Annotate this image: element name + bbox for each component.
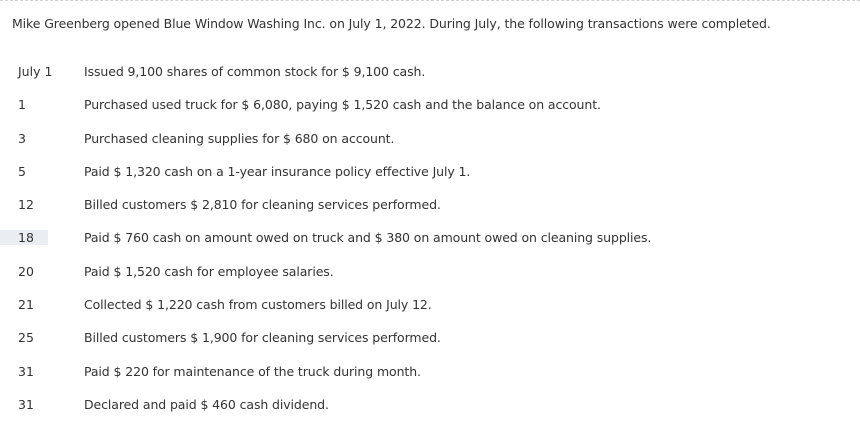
transaction-description: Purchased used truck for $ 6,080, paying $ 1,520 cash and the balance on account. bbox=[84, 97, 601, 113]
transaction-description: Issued 9,100 shares of common stock for $ 9,100 cash. bbox=[84, 64, 426, 79]
transaction-list bbox=[0, 58, 860, 424]
transaction-description: Paid $ 220 for maintenance of the truck during month. bbox=[84, 363, 421, 379]
transaction-row bbox=[0, 358, 860, 391]
transaction-date: 1 bbox=[18, 97, 26, 113]
transaction-date: 5 bbox=[18, 163, 26, 179]
transaction-description: Collected $ 1,220 cash from customers billed on July 12. bbox=[84, 297, 432, 313]
transaction-description: Billed customers $ 1,900 for cleaning services performed. bbox=[84, 330, 441, 346]
transaction-date: July 1 bbox=[18, 64, 53, 79]
transaction-date: 18 bbox=[0, 230, 48, 245]
transaction-row bbox=[0, 291, 860, 324]
transaction-date: 12 bbox=[18, 197, 34, 213]
transaction-row bbox=[0, 324, 860, 357]
transaction-row bbox=[0, 391, 860, 424]
transaction-description: Paid $ 760 cash on amount owed on truck and $ 380 on amount owed on cleaning supplies. bbox=[84, 230, 652, 246]
transaction-description: Billed customers $ 2,810 for cleaning services performed. bbox=[84, 197, 441, 213]
transaction-date: 31 bbox=[18, 396, 34, 412]
top-divider bbox=[0, 0, 860, 1]
transaction-row bbox=[0, 191, 860, 224]
transaction-description: Purchased cleaning supplies for $ 680 on account. bbox=[84, 130, 395, 146]
transaction-row bbox=[0, 158, 860, 191]
transaction-row bbox=[0, 224, 860, 257]
transaction-date: 3 bbox=[18, 130, 26, 146]
transaction-description: Paid $ 1,520 cash for employee salaries. bbox=[84, 263, 334, 279]
transaction-row bbox=[0, 91, 860, 124]
transaction-description: Paid $ 1,320 cash on a 1-year insurance policy effective July 1. bbox=[84, 163, 471, 179]
transaction-date: 21 bbox=[18, 297, 34, 313]
transaction-row bbox=[0, 58, 860, 91]
transaction-row bbox=[0, 258, 860, 291]
transaction-date: 20 bbox=[18, 263, 34, 279]
transaction-row bbox=[0, 125, 860, 158]
transaction-date: 25 bbox=[18, 330, 34, 346]
problem-intro: Mike Greenberg opened Blue Window Washing Inc. on July 1, 2022. During July, the following transactions were completed. bbox=[12, 16, 771, 31]
transaction-date: 31 bbox=[18, 363, 34, 379]
transaction-description: Declared and paid $ 460 cash dividend. bbox=[84, 396, 329, 412]
